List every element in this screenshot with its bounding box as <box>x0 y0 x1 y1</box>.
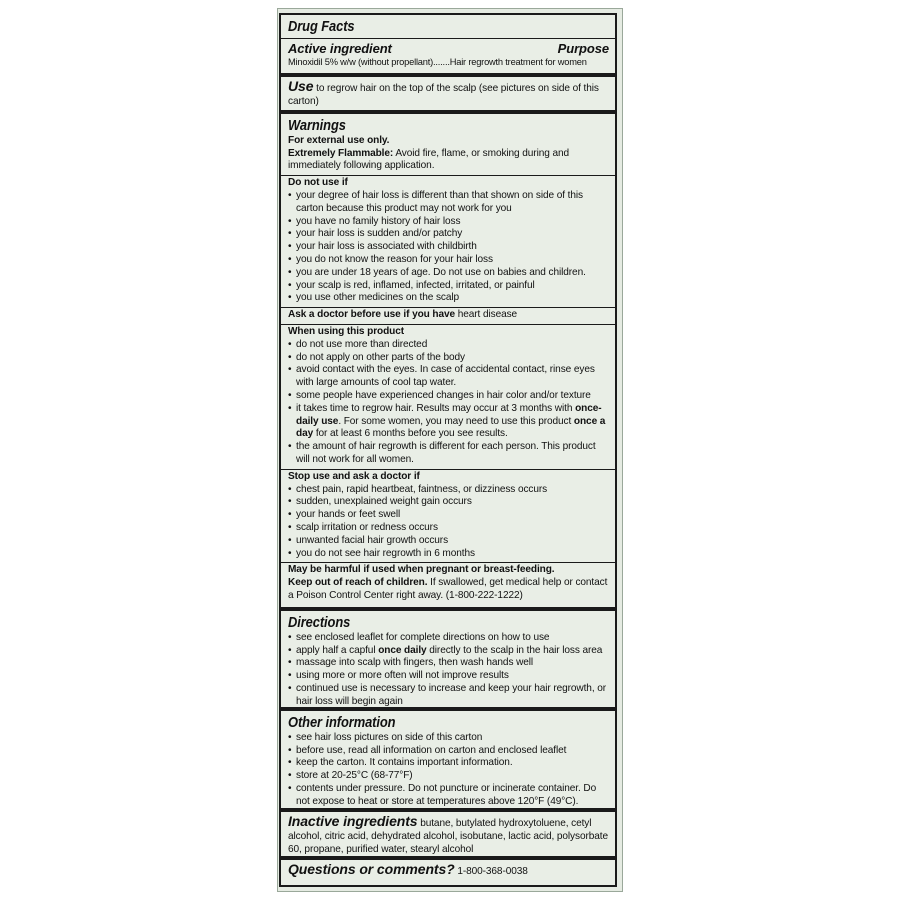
list-item: • some people have experienced changes in hair color and/or texture <box>288 390 609 403</box>
list-item: • your hair loss is sudden and/or patchy <box>288 228 609 241</box>
list-item: • keep the carton. It contains important information. <box>288 757 609 770</box>
inactive-text: butane, butylated hydroxytoluene, cetyl alcohol, citric acid, dehydrated alcohol, isobutane, lactic acid, polysorbate 60, propane, purified water, stearyl alcohol <box>288 818 608 855</box>
list-item: • do not apply on other parts of the body <box>288 352 609 365</box>
questions-heading: Questions or comments? <box>288 861 455 877</box>
list-item: • store at 20-25°C (68-77°F) <box>288 770 609 783</box>
list-item: • avoid contact with the eyes. In case of accidental contact, rinse eyes with large amounts of cool tap water. <box>288 364 609 390</box>
list-item: • see hair loss pictures on side of this carton <box>288 732 609 745</box>
list-item: • do not use more than directed <box>288 339 609 352</box>
use-heading: Use <box>288 78 314 94</box>
list-item: • apply half a capful once daily directly to the scalp in the hair loss area <box>288 645 609 658</box>
list-item: • your degree of hair loss is different than that shown on side of this carton because this product may not work for you <box>288 190 609 216</box>
pregnancy-warning: May be harmful if used when pregnant or breast-feeding. Keep out of reach of children. If swallowed, get medical help or contact a Poison Control Center right away. (1-800-222-1222) <box>288 564 608 601</box>
list-item: • before use, read all information on carton and enclosed leaflet <box>288 745 609 758</box>
when-using-heading: When using this product <box>288 325 405 337</box>
active-ingredient-line: Minoxidil 5% w/w (without propellant).......Hair regrowth treatment for women <box>288 56 587 67</box>
warnings-box <box>279 112 617 609</box>
list-item: • massage into scalp with fingers, then wash hands well <box>288 657 609 670</box>
list-item: • your hair loss is associated with childbirth <box>288 241 609 254</box>
do-not-use-section <box>288 176 609 305</box>
directions-box <box>279 609 617 709</box>
drug-facts-title: Drug Facts <box>288 18 355 35</box>
questions-phone: 1-800-368-0038 <box>457 866 528 877</box>
list-item: • the amount of hair regrowth is different for each person. This product will not work for all women. <box>288 441 609 467</box>
list-item: • unwanted facial hair growth occurs <box>288 535 609 548</box>
warnings-heading: Warnings <box>288 117 346 134</box>
list-item: • continued use is necessary to increase and keep your hair regrowth, or hair loss will begin again <box>288 683 609 709</box>
purpose-heading: Purpose <box>557 40 609 56</box>
use-box <box>279 75 617 112</box>
drug-facts-box <box>279 13 617 75</box>
other-info-heading: Other information <box>288 714 396 731</box>
list-item: • your scalp is red, inflamed, infected, irritated, or painful <box>288 280 609 293</box>
list-item: • scalp irritation or redness occurs <box>288 522 609 535</box>
list-item: • you do not see hair regrowth in 6 months <box>288 548 609 561</box>
list-item: • your hands or feet swell <box>288 509 609 522</box>
list-item: • you are under 18 years of age. Do not use on babies and children. <box>288 267 609 280</box>
list-item: • you have no family history of hair loss <box>288 216 609 229</box>
keep-out-of-reach: Keep out of reach of children. If swallowed, get medical help or contact a Poison Control Center right away. (1-800-222-1222) <box>288 577 608 601</box>
inactive-ingredients-box <box>279 810 617 858</box>
stop-use-section <box>288 470 609 561</box>
list-item: • see enclosed leaflet for complete directions on how to use <box>288 632 609 645</box>
other-info-box <box>279 709 617 810</box>
do-not-use-heading: Do not use if <box>288 177 348 189</box>
inactive-heading: Inactive ingredients <box>288 813 418 829</box>
when-using-section <box>288 325 609 467</box>
use-text: to regrow hair on the top of the scalp (see pictures on side of this carton) <box>288 83 599 107</box>
list-item: • contents under pressure. Do not puncture or incinerate container. Do not expose to heat or store at temperatures above 120°F (49°C). <box>288 783 609 809</box>
list-item: • you do not know the reason for your hair loss <box>288 254 609 267</box>
external-use: For external use only. <box>288 134 390 146</box>
list-item: • it takes time to regrow hair. Results may occur at 3 months with once-daily use. For some women, you may need to use this product once a day for at least 6 months before you see results. <box>288 403 609 441</box>
questions-box <box>279 858 617 887</box>
list-item: • using more or more often will not improve results <box>288 670 609 683</box>
active-ingredient-heading: Active ingredient <box>288 40 392 56</box>
list-item: • chest pain, rapid heartbeat, faintness, or dizziness occurs <box>288 484 609 497</box>
directions-heading: Directions <box>288 614 351 631</box>
stop-use-heading: Stop use and ask a doctor if <box>288 470 420 482</box>
list-item: • you use other medicines on the scalp <box>288 292 609 305</box>
list-item: • sudden, unexplained weight gain occurs <box>288 496 609 509</box>
flammable-warning: Extremely Flammable: Avoid fire, flame, or smoking during and immediately following application. <box>288 147 569 172</box>
ask-doctor-line: Ask a doctor before use if you have heart disease <box>288 309 518 321</box>
